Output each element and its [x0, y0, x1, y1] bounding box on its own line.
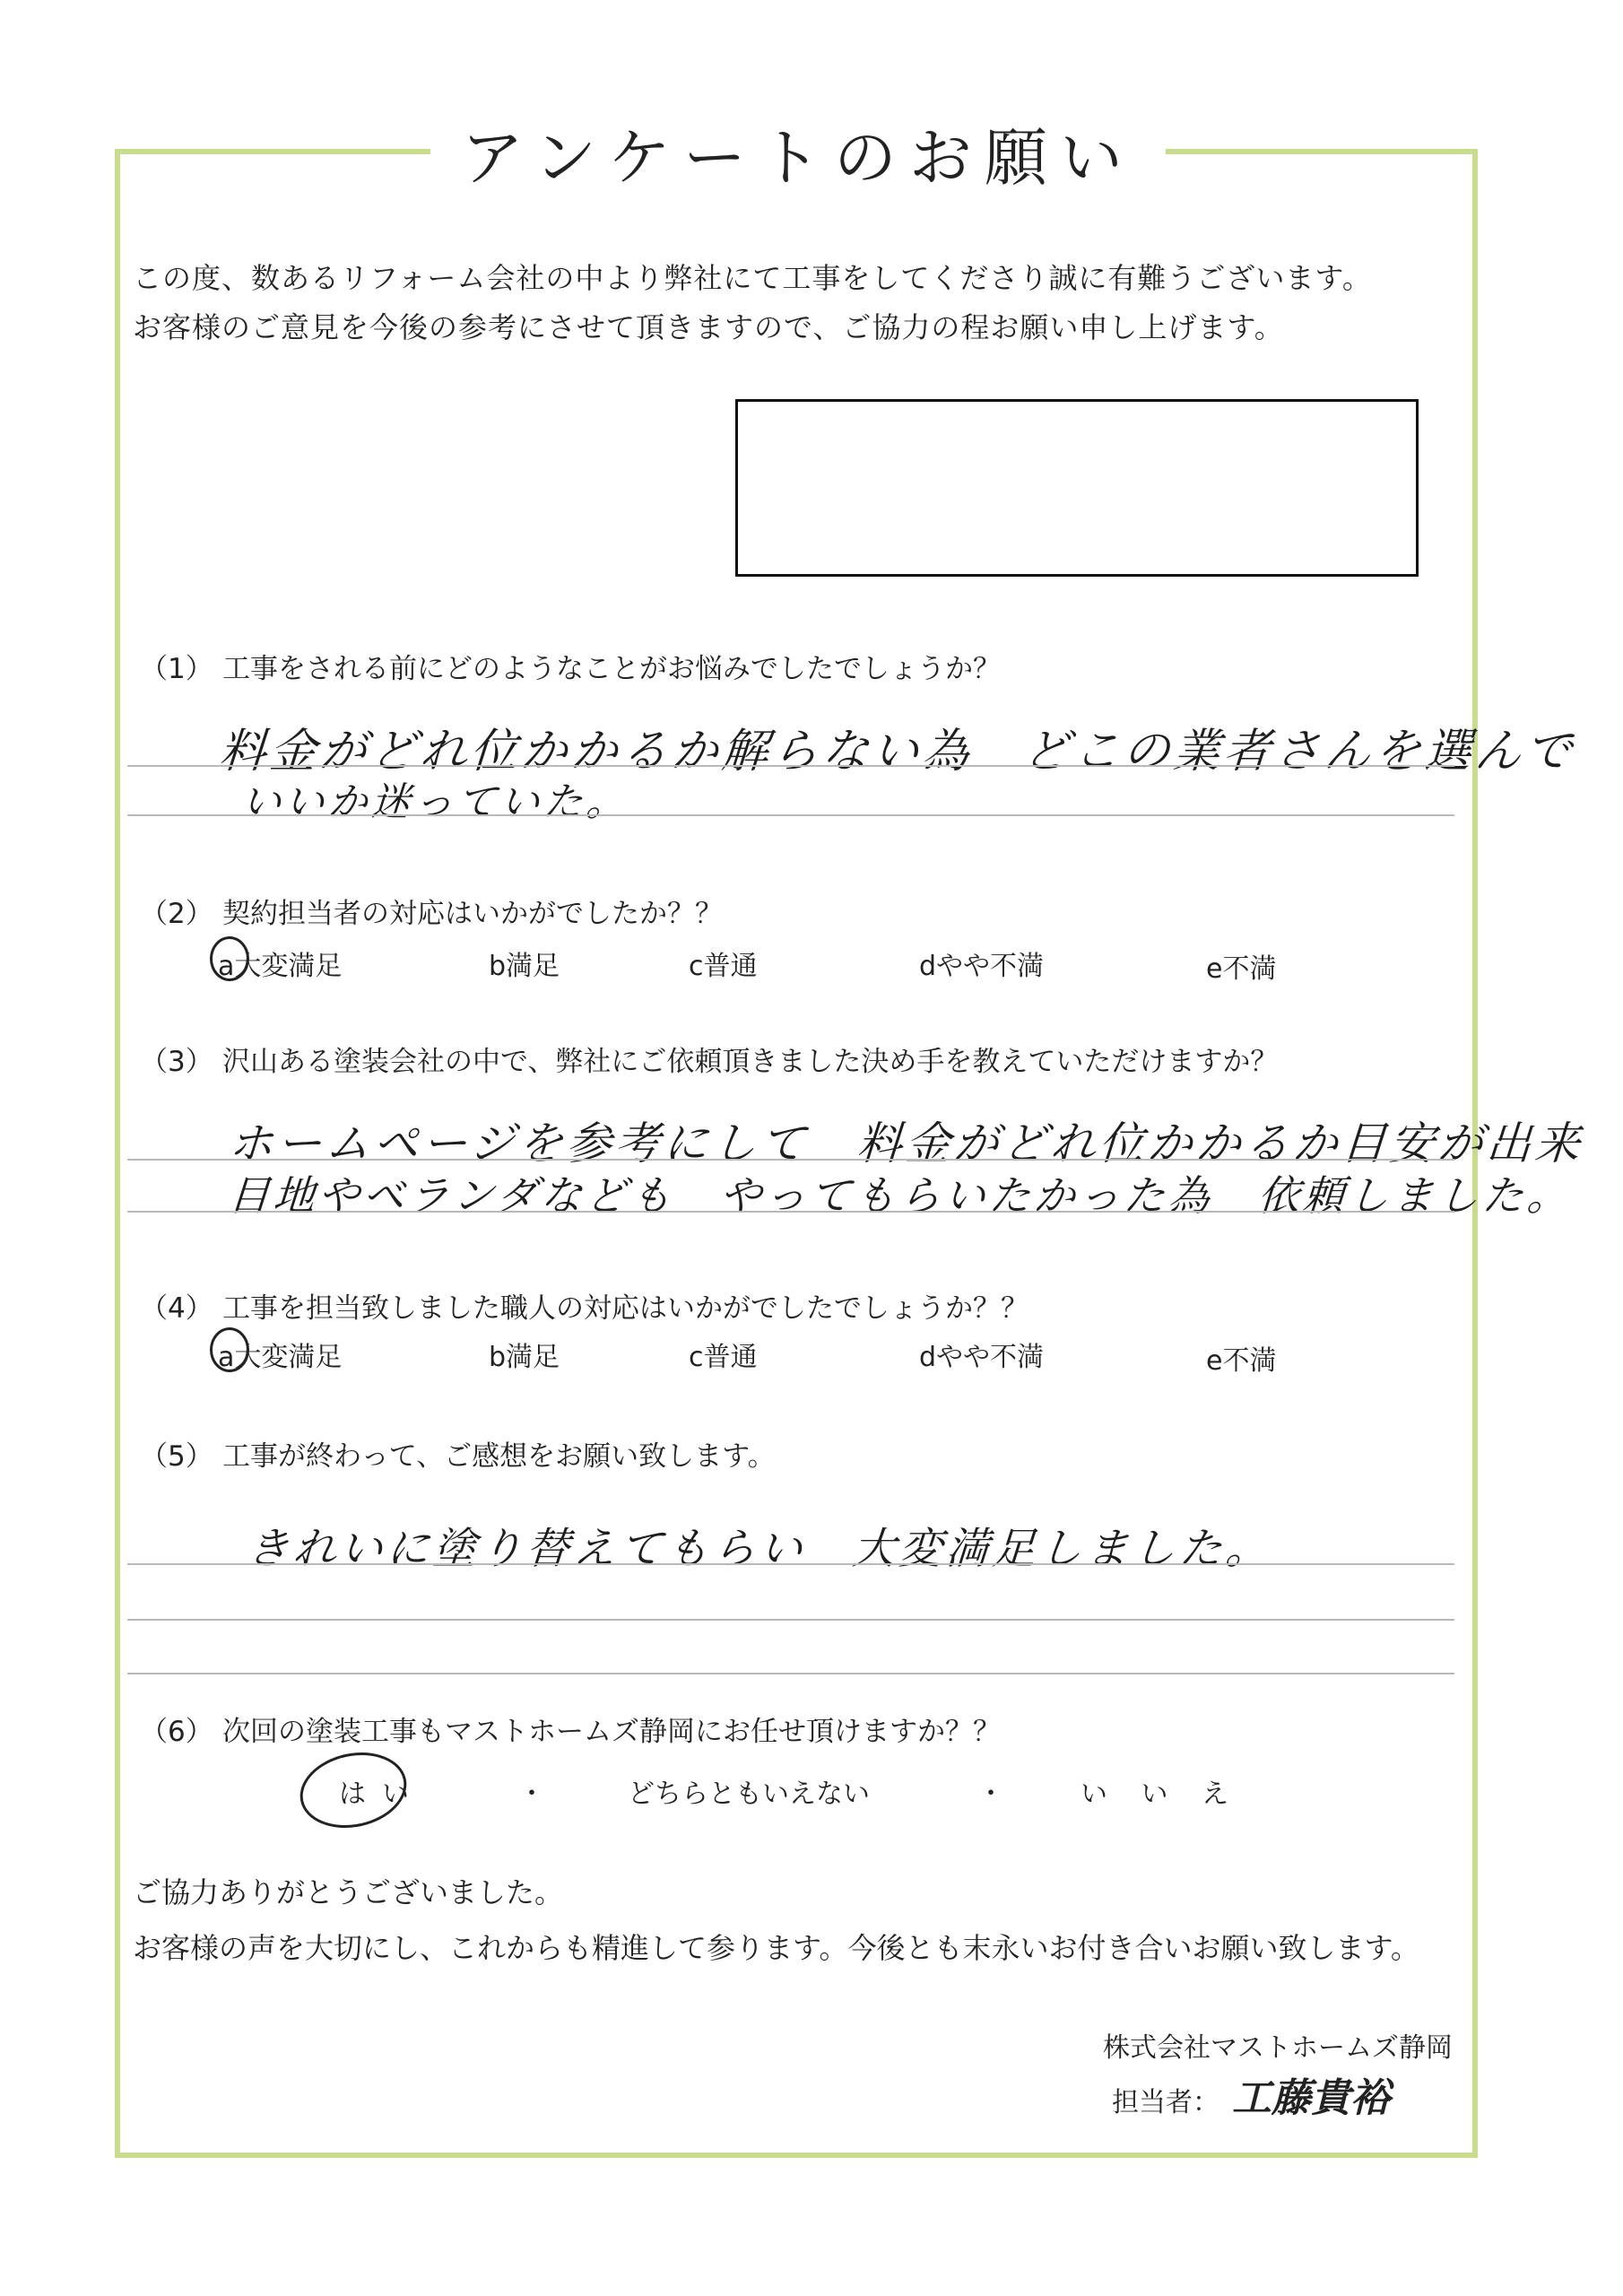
- answer-1-line-2: いいか迷っていた。: [239, 779, 631, 825]
- question-number: （5）: [140, 1440, 213, 1473]
- q6-separator: ・: [977, 1779, 1004, 1810]
- page-title: アンケートのお願い: [461, 120, 1135, 195]
- answer-rule: [127, 1619, 1454, 1621]
- q6-choice-yes[interactable]: はい: [339, 1779, 425, 1810]
- question-text: 工事をされる前にどのようなことがお悩みでしたでしょうか？: [222, 653, 1001, 685]
- question-text: 次回の塗装工事もマストホームズ静岡にお任せ頂けますか？？: [222, 1716, 1001, 1748]
- intro-line-2: お客様のご意見を今後の参考にさせて頂きますので、ご協力の程お願い申し上げます。: [133, 310, 1284, 344]
- answer-rule: [127, 765, 1454, 767]
- q4-selected-mark: [210, 1327, 249, 1372]
- representative-label: 担当者：: [1112, 2087, 1219, 2118]
- customer-name-box: [735, 399, 1419, 577]
- q4-option-a[interactable]: a大変満足: [218, 1342, 343, 1373]
- title-banner: [430, 108, 1166, 197]
- q4-option-b[interactable]: b満足: [489, 1342, 560, 1373]
- question-number: （1）: [140, 653, 213, 685]
- question-3: [140, 1039, 1278, 1079]
- closing-line-2: お客様の声を大切にし、これからも精進して参ります。今後とも末永いお付き合いお願い致します。: [133, 1931, 1419, 1965]
- q4-option-e[interactable]: e不満: [1206, 1345, 1277, 1377]
- answer-3-line-2: 目地やベランダなども やってもらいたかった為 依頼しました。: [226, 1171, 1574, 1220]
- answer-1-line-1: 料金がどれ位かかるか解らない為 どこの業者さんを選んで: [217, 725, 1577, 778]
- representative-signature: 工藤貴裕: [1232, 2075, 1390, 2121]
- question-text: 沢山ある塗装会社の中で、弊社にご依頼頂きました決め手を教えていただけますか？: [222, 1046, 1279, 1078]
- question-text: 工事が終わって、ご感想をお願い致します。: [222, 1440, 776, 1473]
- q2-option-a[interactable]: a大変満足: [218, 951, 343, 982]
- question-text: 契約担当者の対応はいかがでしたか？？: [222, 898, 723, 930]
- answer-rule: [127, 1673, 1454, 1674]
- question-5: [140, 1433, 776, 1474]
- company-name: 株式会社マストホームズ静岡: [1103, 2032, 1453, 2064]
- answer-5-line-1: きれいに塗り替えてもらい 大変満足しました。: [244, 1524, 1274, 1574]
- q2-selected-mark: [210, 936, 249, 981]
- q4-option-d[interactable]: dやや不満: [919, 1342, 1045, 1373]
- question-1: [140, 646, 1001, 686]
- q2-option-b[interactable]: b満足: [489, 951, 560, 982]
- q6-choice-no[interactable]: い い え: [1081, 1779, 1242, 1810]
- answer-3-line-1: ホームページを参考にして 料金がどれ位かかるか目安が出来: [226, 1118, 1585, 1170]
- question-2: [140, 891, 723, 931]
- q2-option-d[interactable]: dやや不満: [919, 951, 1045, 982]
- q6-choice-neither[interactable]: どちらともいえない: [628, 1779, 870, 1810]
- intro-line-1: この度、数あるリフォーム会社の中より弊社にて工事をしてくださり誠に有難うございます。: [133, 261, 1372, 295]
- question-number: （4）: [140, 1292, 213, 1325]
- answer-rule: [127, 814, 1454, 816]
- question-number: （6）: [140, 1716, 213, 1748]
- question-4: [140, 1285, 1028, 1326]
- q4-option-c[interactable]: c普通: [689, 1342, 758, 1373]
- q2-option-c[interactable]: c普通: [689, 951, 758, 982]
- answer-rule: [127, 1211, 1454, 1213]
- question-text: 工事を担当致しました職人の対応はいかがでしたでしょうか？？: [222, 1292, 1028, 1325]
- q6-separator: ・: [518, 1779, 545, 1810]
- closing-line-1: ご協力ありがとうございました。: [133, 1875, 564, 1909]
- question-number: （3）: [140, 1046, 213, 1078]
- question-number: （2）: [140, 898, 213, 930]
- question-6: [140, 1709, 1001, 1749]
- representative: [1112, 2066, 1390, 2123]
- q2-option-e[interactable]: e不満: [1206, 953, 1277, 985]
- answer-rule: [127, 1159, 1454, 1161]
- answer-rule: [127, 1563, 1454, 1565]
